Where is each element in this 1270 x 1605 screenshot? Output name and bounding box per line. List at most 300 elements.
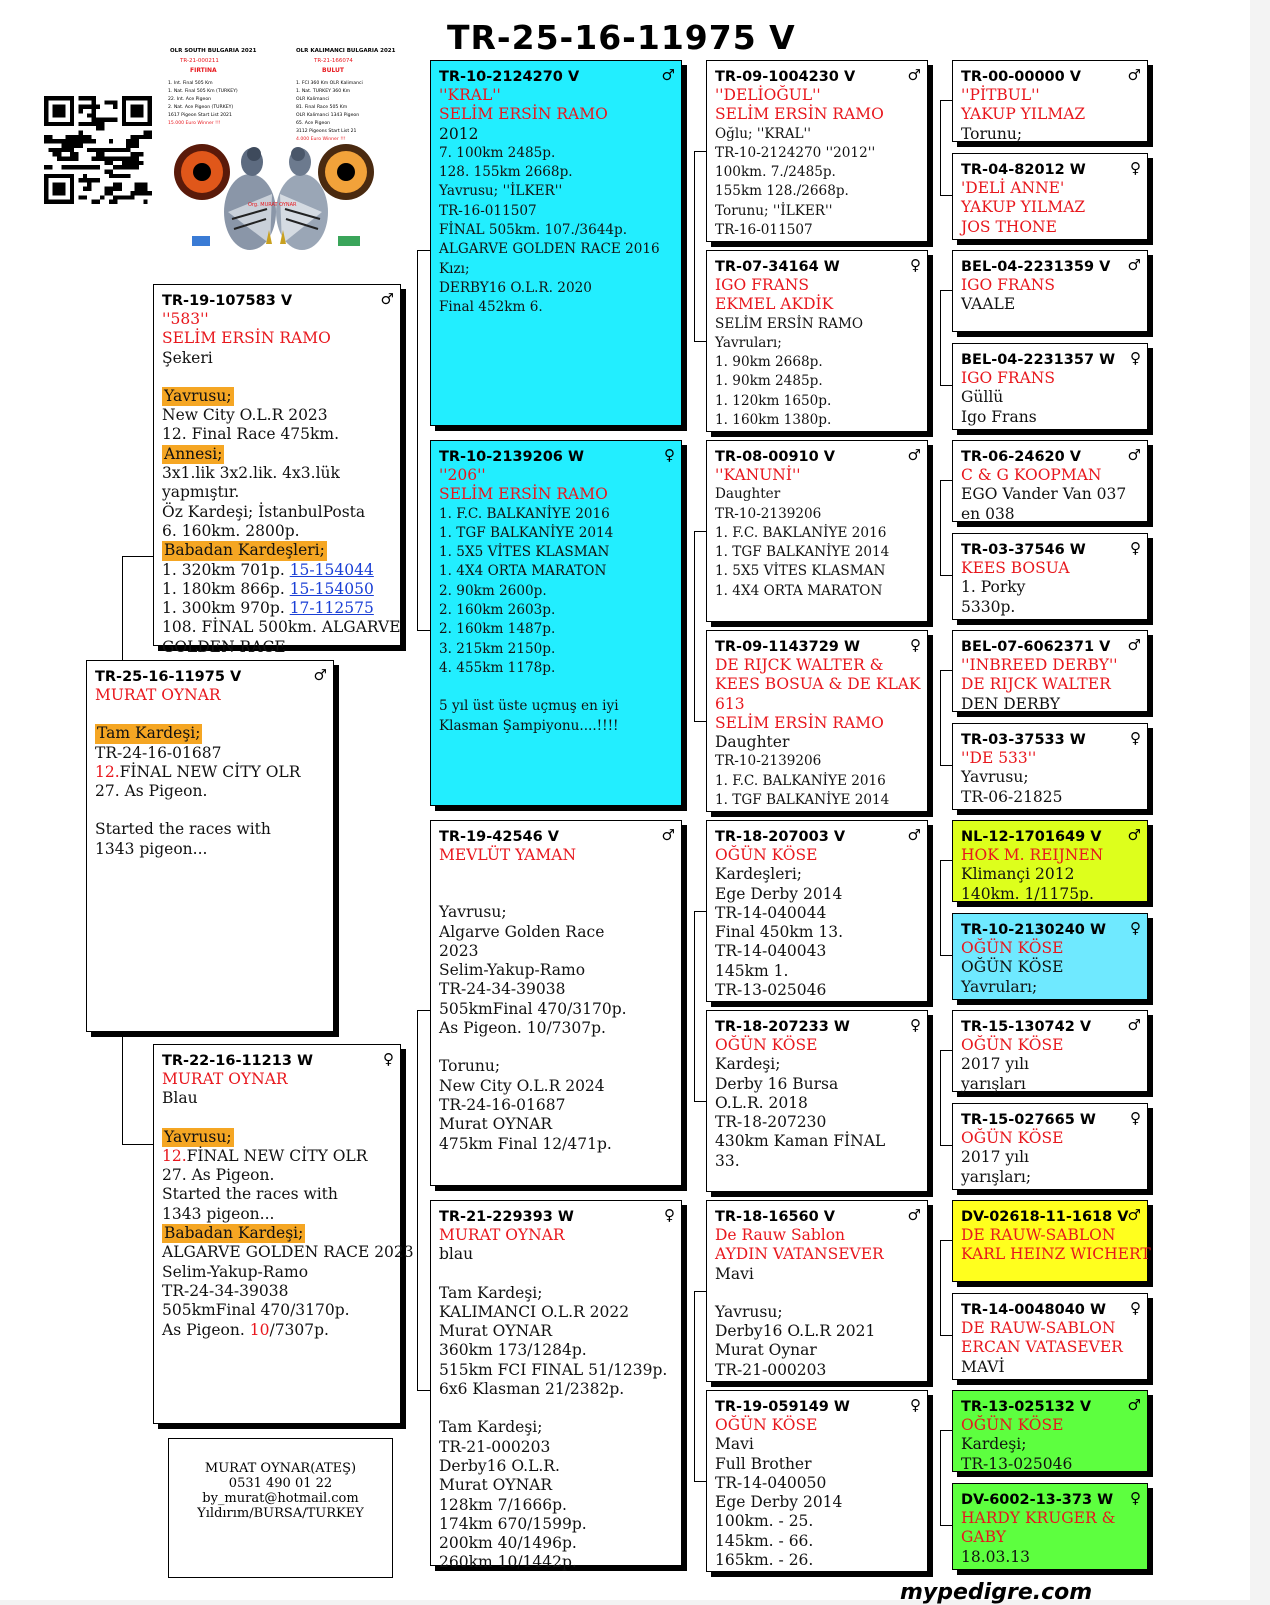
line-text: 6x6 Klasman 21/2382p.	[439, 1380, 625, 1399]
pedigree-line	[961, 179, 1140, 198]
pedigree-line	[715, 714, 920, 733]
pedigree-line	[715, 315, 920, 334]
pedigree-line	[439, 1515, 674, 1534]
pedigree-line	[439, 942, 674, 961]
line-text: JOS THONE	[961, 217, 1057, 236]
line-text: 27. As Pigeon.	[95, 782, 208, 801]
pedigree-connector	[694, 721, 706, 722]
line-text: Babadan Kardeşleri;	[164, 541, 325, 560]
female-symbol-icon: ♀	[1130, 159, 1141, 177]
line-text: Yavrusu;	[439, 903, 507, 922]
pedigree-line	[162, 368, 393, 387]
line-text: 1. Porky	[961, 578, 1026, 597]
line-text: 1. TGF BALKANİYE 2014	[715, 544, 890, 561]
pedigree-line	[439, 1341, 674, 1360]
line-text: 145km 1.	[715, 961, 789, 980]
grandparent-card[interactable]	[430, 820, 682, 1186]
pedigree-line	[162, 541, 393, 560]
male-symbol-icon: ♂	[1127, 1206, 1141, 1224]
line-text: HARDY KRUGER &	[961, 1509, 1116, 1527]
female-symbol-icon: ♀	[664, 1206, 675, 1224]
pedigree-line	[961, 1548, 1140, 1567]
pedigree-line	[715, 752, 920, 771]
line-text: Started the races with	[162, 1185, 338, 1204]
pedigree-connector	[940, 100, 952, 101]
pedigree-line	[715, 144, 920, 163]
pedigree-line	[439, 1115, 674, 1134]
line-text: 360km 173/1284p.	[439, 1341, 587, 1360]
line-text: 10	[249, 1320, 270, 1339]
line-text: TR-24-16-01687	[439, 1095, 566, 1114]
contact-email[interactable]: by_murat@hotmail.com	[202, 1491, 359, 1506]
pedigree-connector	[694, 911, 706, 912]
pedigree-line	[439, 543, 674, 562]
line-text: 108. FİNAL 500km. ALGARVE	[162, 618, 401, 637]
line-text: 1. 120km 1650p.	[715, 392, 832, 409]
line-text: DE RAUW-SABLON	[961, 1319, 1116, 1337]
breeder-contact	[168, 1438, 393, 1578]
ring-number: TR-18-207233 W	[715, 1019, 850, 1035]
pedigree-line	[715, 1341, 920, 1360]
pedigree-line	[715, 392, 920, 411]
pedigree-line	[961, 505, 1140, 524]
promo-line: OLR Kalimanci	[296, 97, 330, 102]
promo-right-ring: TR-21-166074	[314, 58, 353, 64]
ancestor-card[interactable]	[952, 1293, 1148, 1380]
pedigree-connector	[940, 290, 952, 291]
pedigree-line	[439, 884, 674, 903]
promo-line: 1. Int. Final 505 Km	[168, 81, 213, 86]
pedigree-line	[715, 1493, 920, 1512]
line-text: 1. 5X5 VİTES KLASMAN	[439, 544, 610, 561]
pedigree-line	[439, 1303, 674, 1322]
line-text: Torunu; ''İLKER''	[715, 202, 833, 219]
line-text: GOLDEN RACE	[162, 637, 286, 656]
pedigree-line	[961, 1455, 1140, 1474]
line-text: MURAT OYNAR	[95, 686, 221, 704]
female-symbol-icon: ♀	[910, 1396, 921, 1414]
pedigree-line	[715, 1532, 920, 1551]
great-grandparent-card[interactable]	[706, 820, 928, 1002]
ring-number: TR-10-2130240 W	[961, 922, 1106, 938]
great-grandparent-card[interactable]	[706, 440, 928, 622]
ancestor-card[interactable]	[952, 1010, 1148, 1092]
pedigree-line	[162, 522, 393, 541]
line-text: YAKUP YILMAZ	[961, 198, 1086, 217]
pedigree-line	[162, 1109, 393, 1128]
pedigree-line	[715, 524, 920, 543]
pedigree-line	[439, 182, 674, 201]
female-symbol-icon: ♀	[1130, 729, 1141, 747]
pedigree-line	[162, 1089, 393, 1108]
pedigree-line	[715, 1265, 920, 1284]
line-text: DE RIJCK WALTER &	[715, 656, 884, 674]
pedigree-line	[162, 1185, 393, 1204]
line-text: 7. 100km 2485p.	[439, 144, 556, 161]
pedigree-line	[162, 1166, 393, 1185]
pedigree-connector	[940, 1525, 952, 1526]
line-text: KEES BOSUA	[961, 559, 1070, 577]
line-text: 174km 670/1599p.	[439, 1514, 587, 1533]
line-text: TR-13-025046	[961, 1454, 1073, 1473]
pedigree-line	[961, 1226, 1140, 1245]
pedigree-line	[439, 1057, 674, 1076]
pedigree-line	[715, 962, 920, 981]
line-text: Derby16 O.L.R.	[439, 1456, 560, 1475]
promo-line: 1. Nat. TURKEY 360 Km	[296, 89, 351, 94]
pedigree-connector	[940, 955, 952, 956]
pedigree-line	[715, 1226, 920, 1245]
line-text: TR-18-207230	[715, 1113, 827, 1132]
line-text: Yavrusu;	[715, 1302, 783, 1321]
pedigree-connector	[122, 556, 153, 557]
line-text: 1343 pigeon...	[95, 839, 208, 858]
line-text: Started the races with	[95, 820, 271, 839]
line-text: ''KRAL''	[439, 86, 501, 104]
pedigree-line	[715, 1551, 920, 1570]
pedigree-line	[715, 1416, 920, 1435]
pedigree-line	[715, 695, 920, 714]
line-text: yarışları;	[961, 1167, 1032, 1186]
line-text: New City O.L.R 2024	[439, 1076, 605, 1095]
line-text: TR-10-2124270 ''2012''	[715, 144, 876, 161]
pedigree-line	[439, 240, 674, 259]
ancestor-card[interactable]	[952, 153, 1148, 240]
pedigree-line	[961, 1416, 1140, 1435]
line-text: 5330p.	[961, 597, 1016, 616]
pedigree-line	[162, 406, 393, 425]
line-text: Murat Oynar	[715, 1341, 817, 1360]
pedigree-connector	[122, 556, 123, 660]
male-symbol-icon: ♂	[661, 66, 675, 84]
pedigree-line	[715, 562, 920, 581]
ancestor-card[interactable]	[952, 913, 1148, 1000]
ring-link[interactable]: 17-112575	[289, 599, 374, 618]
pedigree-line	[439, 1135, 674, 1154]
line-text: Final 452km 6.	[439, 299, 543, 316]
pedigree-line	[715, 1474, 920, 1493]
pedigree-line	[715, 411, 920, 430]
line-text: Derby16 O.L.R 2021	[715, 1322, 876, 1341]
line-text: Yavruları;	[715, 334, 782, 351]
pedigree-line	[439, 1457, 674, 1476]
ring-number: TR-15-027665 W	[961, 1112, 1096, 1128]
line-text: TR-24-34-39038	[439, 980, 566, 999]
pedigree-connector	[694, 1291, 695, 1481]
line-text: Full Brother	[715, 1454, 812, 1473]
pedigree-line	[162, 1282, 393, 1301]
line-text: FİNAL 505km. 107./3644p.	[439, 222, 628, 239]
pedigree-line	[961, 958, 1140, 977]
line-text: TR-14-040044	[715, 903, 827, 922]
line-text: MAVİ	[961, 1357, 1005, 1376]
line-text: FİNAL NEW CİTY OLR	[186, 1146, 368, 1165]
line-text: TR-24-16-01687	[95, 743, 222, 762]
pedigree-connector	[694, 1291, 706, 1292]
pedigree-connector	[940, 1050, 952, 1051]
line-text: Blau	[162, 1089, 198, 1108]
pedigree-line	[961, 675, 1140, 694]
pedigree-line	[715, 885, 920, 904]
line-text: 140km. 1/1175p.	[961, 884, 1094, 903]
dam-card[interactable]	[153, 1044, 414, 1424]
pedigree-connector	[940, 480, 952, 481]
line-text: 475km Final 12/471p.	[439, 1134, 612, 1153]
line-text: ''583''	[162, 310, 209, 328]
ancestor-card[interactable]	[952, 723, 1148, 810]
promo-image	[162, 44, 396, 254]
pedigree-line	[439, 697, 674, 716]
pedigree-line	[715, 1512, 920, 1531]
line-text: ''INBREED DERBY''	[961, 656, 1118, 674]
pedigree-line	[715, 295, 920, 314]
pedigree-line	[162, 1321, 393, 1340]
subject-pigeon-card[interactable]	[86, 660, 334, 1032]
pedigree-line	[439, 1399, 674, 1418]
pedigree-line	[715, 675, 920, 694]
pedigree-line	[961, 656, 1140, 675]
line-text: OĞÜN KÖSE	[961, 1416, 1064, 1434]
contact-phone: 0531 490 01 22	[228, 1476, 333, 1491]
line-text: 3. 215km 2150p.	[439, 640, 556, 657]
ancestor-card[interactable]	[952, 1390, 1148, 1472]
line-text: TR-13-025046	[715, 981, 827, 1000]
ring-number: TR-21-229393 W	[439, 1209, 574, 1225]
pedigree-line	[439, 865, 674, 884]
grandparent-card[interactable]	[430, 60, 682, 426]
pedigree-line	[439, 620, 674, 639]
pedigree-line	[162, 329, 393, 348]
line-text: 6. 160km. 2800p.	[162, 521, 300, 540]
male-symbol-icon: ♂	[1127, 826, 1141, 844]
line-text: 1. 180km 866p.	[162, 579, 290, 598]
line-text: TR-06-21825	[961, 787, 1063, 806]
pedigree-line	[715, 105, 920, 124]
pedigree-line	[162, 1224, 393, 1243]
ancestor-card[interactable]	[952, 60, 1148, 142]
pedigree-line	[439, 659, 674, 678]
line-text: Yavrusu;	[961, 768, 1029, 787]
pedigree-line	[961, 218, 1140, 237]
pedigree-line	[439, 1019, 674, 1038]
ancestor-card[interactable]	[952, 820, 1148, 902]
pedigree-line	[715, 276, 920, 295]
pedigree-line	[439, 505, 674, 524]
line-text: OĞÜN KÖSE	[961, 939, 1064, 957]
great-grandparent-card[interactable]	[706, 1010, 928, 1192]
pedigree-connector	[940, 1050, 941, 1145]
pedigree-line	[439, 202, 674, 221]
line-text: ''206''	[439, 466, 486, 484]
line-text: TR-14-040050	[715, 1473, 827, 1492]
line-text: 2017 yılı	[961, 1148, 1030, 1167]
pedigree-line	[961, 388, 1140, 407]
pedigree-line	[961, 1055, 1140, 1074]
great-grandparent-card[interactable]	[706, 630, 928, 812]
pedigree-line	[715, 772, 920, 791]
pedigree-line	[715, 942, 920, 961]
ancestor-card[interactable]	[952, 250, 1148, 332]
pedigree-line	[961, 1129, 1140, 1148]
ancestor-card[interactable]	[952, 440, 1148, 522]
pedigree-line	[961, 939, 1140, 958]
great-grandparent-card[interactable]	[706, 60, 928, 242]
line-text: Algarve Golden Race	[439, 922, 605, 941]
pedigree-line	[162, 483, 393, 502]
pedigree-line	[162, 503, 393, 522]
pedigree-connector	[940, 670, 941, 765]
pedigree-line	[162, 580, 393, 599]
pedigree-line	[162, 349, 393, 368]
pedigree-line	[95, 782, 326, 801]
line-text: Daughter	[715, 733, 790, 752]
pedigree-line	[961, 1338, 1140, 1357]
line-text: ''PİTBUL''	[961, 86, 1040, 104]
line-text: 2012	[439, 124, 479, 143]
line-text: Annesi;	[164, 444, 223, 463]
pedigree-connector	[694, 1101, 706, 1102]
pedigree-connector	[940, 1335, 952, 1336]
promo-left-name: FIRTINA	[190, 67, 217, 74]
line-text: 260km 10/1442p.	[439, 1553, 577, 1572]
pedigree-line	[162, 310, 393, 329]
male-symbol-icon: ♂	[1127, 1016, 1141, 1034]
pedigree-line	[961, 978, 1140, 997]
pedigree-line	[439, 86, 674, 105]
pedigree-line	[439, 1265, 674, 1284]
pedigree-connector	[694, 531, 695, 721]
ancestor-card[interactable]	[952, 1200, 1151, 1282]
line-text: TR-21-000203	[715, 1360, 827, 1379]
great-grandparent-card[interactable]	[706, 1200, 928, 1382]
pedigree-line	[439, 1553, 674, 1572]
pedigree-line	[715, 1303, 920, 1322]
pedigree-connector	[417, 250, 418, 630]
line-text: yapmıştır.	[162, 483, 240, 502]
ring-number: DV-6002-13-373 W	[961, 1492, 1114, 1508]
pedigree-line	[439, 1361, 674, 1380]
ancestor-card[interactable]	[952, 1103, 1148, 1190]
pedigree-line	[961, 1036, 1140, 1055]
pedigree-line	[715, 1245, 920, 1264]
pedigree-line	[439, 640, 674, 659]
grandparent-card[interactable]	[430, 1200, 682, 1572]
line-text: 145km. - 66.	[715, 1531, 814, 1550]
footer-site-name[interactable]: mypedigre.com	[900, 1580, 1093, 1605]
pedigree-line	[715, 221, 920, 240]
great-grandparent-card[interactable]	[706, 250, 928, 432]
promo-line: 1. Nat. Final 505 Km (TURKEY)	[168, 89, 238, 94]
pedigree-line	[715, 791, 920, 810]
line-text: 200km 40/1496p.	[439, 1534, 577, 1553]
line-text: ''KANUNİ''	[715, 466, 801, 484]
ring-number: TR-19-42546 V	[439, 829, 559, 845]
pedigree-line	[95, 763, 326, 782]
great-grandparent-card[interactable]	[706, 1390, 928, 1572]
line-text: YAKUP YILMAZ	[961, 105, 1086, 124]
pedigree-connector	[940, 100, 941, 195]
ring-number: TR-06-24620 V	[961, 449, 1081, 465]
line-text: DERBY16 O.L.R. 2020	[439, 279, 592, 296]
female-symbol-icon: ♀	[1130, 1299, 1141, 1317]
ring-number: TR-25-16-11975 V	[95, 669, 242, 685]
line-text: 155km 128./2668p.	[715, 183, 849, 200]
promo-line: 2. Nat. Ace Pigeon (TURKEY)	[168, 105, 234, 110]
pedigree-line	[961, 1168, 1140, 1187]
sire-card[interactable]	[153, 284, 401, 656]
ring-link[interactable]: 15-154044	[289, 560, 374, 579]
line-text: 2017 yılı	[961, 1055, 1030, 1074]
pedigree-line	[439, 466, 674, 485]
pedigree-connector	[940, 480, 941, 575]
ancestor-card[interactable]	[952, 343, 1148, 430]
line-text: Güllü	[961, 388, 1004, 407]
line-text: EKMEL AKDİK	[715, 295, 834, 314]
pedigree-connector	[694, 341, 706, 342]
line-text: 1. 90km 2668p.	[715, 354, 823, 371]
line-text: TR-16-011507	[715, 222, 813, 239]
promo-line: 81. Final Race 505 Km	[296, 105, 348, 110]
line-text: As Pigeon.	[162, 1320, 250, 1339]
male-symbol-icon: ♂	[661, 826, 675, 844]
line-text: New City O.L.R 2023	[162, 406, 328, 425]
ring-number: TR-00-00000 V	[961, 69, 1081, 85]
ring-number: TR-08-00910 V	[715, 449, 835, 465]
line-text: Murat OYNAR	[439, 1322, 553, 1341]
pedigree-line	[95, 840, 326, 859]
pedigree-line	[162, 1147, 393, 1166]
pedigree-line	[715, 202, 920, 221]
pedigree-line	[961, 1528, 1140, 1547]
grandparent-card[interactable]	[430, 440, 682, 806]
female-symbol-icon: ♀	[664, 446, 675, 464]
pedigree-line	[961, 1148, 1140, 1167]
line-text: 430km Kaman FİNAL	[715, 1132, 886, 1151]
pedigree-line	[961, 1435, 1140, 1454]
pedigree-line	[715, 485, 920, 504]
pedigree-line	[439, 298, 674, 317]
line-text: O.L.R. 2018	[715, 1093, 808, 1112]
pedigree-connector	[417, 1010, 418, 1390]
pedigree-line	[715, 733, 920, 752]
pedigree-connector	[940, 1145, 952, 1146]
pedigree-line	[95, 705, 326, 724]
female-symbol-icon: ♀	[910, 256, 921, 274]
pedigree-line	[715, 923, 920, 942]
promo-line: 1. FCI 360 Km OLR Kalimanci	[296, 81, 363, 86]
ancestor-card[interactable]	[952, 1483, 1148, 1570]
pedigree-connector	[940, 860, 941, 955]
female-symbol-icon: ♀	[1130, 1489, 1141, 1507]
line-text: 128km 7/1666p.	[439, 1495, 567, 1514]
pedigree-line	[95, 724, 326, 743]
pedigree-line	[439, 279, 674, 298]
pedigree-line	[715, 125, 920, 144]
pedigree-connector	[417, 1390, 430, 1391]
line-text: Selim-Yakup-Ramo	[439, 961, 586, 980]
ring-link[interactable]: 15-154050	[289, 579, 374, 598]
pedigree-line	[162, 1128, 393, 1147]
male-symbol-icon: ♂	[1127, 66, 1141, 84]
pedigree-connector	[694, 151, 706, 152]
line-text: Torunu;	[439, 1057, 501, 1076]
line-text: DE RAUW-SABLON	[961, 1226, 1116, 1244]
ring-number: TR-09-1143729 W	[715, 639, 860, 655]
pedigree-line	[439, 1496, 674, 1515]
ancestor-card[interactable]	[952, 533, 1148, 620]
ancestor-card[interactable]	[952, 630, 1148, 712]
promo-left-ring: TR-21-000211	[180, 58, 219, 64]
